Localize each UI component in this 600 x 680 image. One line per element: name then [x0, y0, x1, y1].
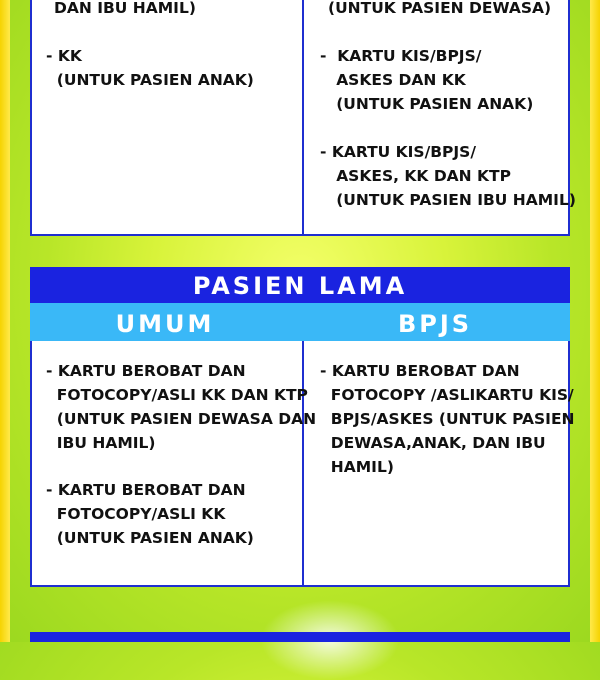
bpjs-column — [304, 0, 576, 234]
pasien-baru-panel — [30, 0, 576, 236]
bpjs-label: BPJS — [397, 310, 473, 338]
umum-entry-1: DAN IBU HAMIL) — [54, 0, 196, 17]
pasien-lama-subheader — [30, 303, 570, 341]
left-border-decoration — [0, 0, 10, 642]
umum-column — [32, 0, 304, 234]
pasien-lama-panel — [30, 341, 575, 587]
lama-umum-entry-1: - KARTU BEROBAT DAN FOTOCOPY/ASLI KK DAN KTP (UNTUK PASIEN DEWASA DAN IBU HAMIL) — [46, 362, 317, 452]
umum-label: UMUM — [115, 310, 215, 338]
right-border-decoration — [590, 0, 600, 642]
bpjs-entry-2: - KARTU KIS/BPJS/ ASKES DAN KK (UNTUK PASIEN ANAK) — [320, 47, 534, 113]
lama-umum-entry-2: - KARTU BEROBAT DAN FOTOCOPY/ASLI KK (UNTUK PASIEN ANAK) — [46, 481, 254, 547]
bpjs-entry-1: (UNTUK PASIEN DEWASA) — [328, 0, 552, 17]
lama-bpjs-entry-1: - KARTU BEROBAT DAN FOTOCOPY /ASLIKARTU KIS/ BPJS/ASKES (UNTUK PASIEN DEWASA,ANAK, DAN IBU HAMIL) — [320, 362, 575, 476]
lama-umum-column — [32, 341, 317, 585]
bpjs-entry-3: - KARTU KIS/BPJS/ ASKES, KK DAN KTP (UNTUK PASIEN IBU HAMIL) — [320, 143, 576, 209]
lama-bpjs-column — [304, 341, 575, 585]
umum-entry-2: - KK (UNTUK PASIEN ANAK) — [46, 47, 254, 89]
pasien-lama-title: PASIEN LAMA — [30, 267, 570, 303]
next-section-header — [30, 632, 570, 642]
